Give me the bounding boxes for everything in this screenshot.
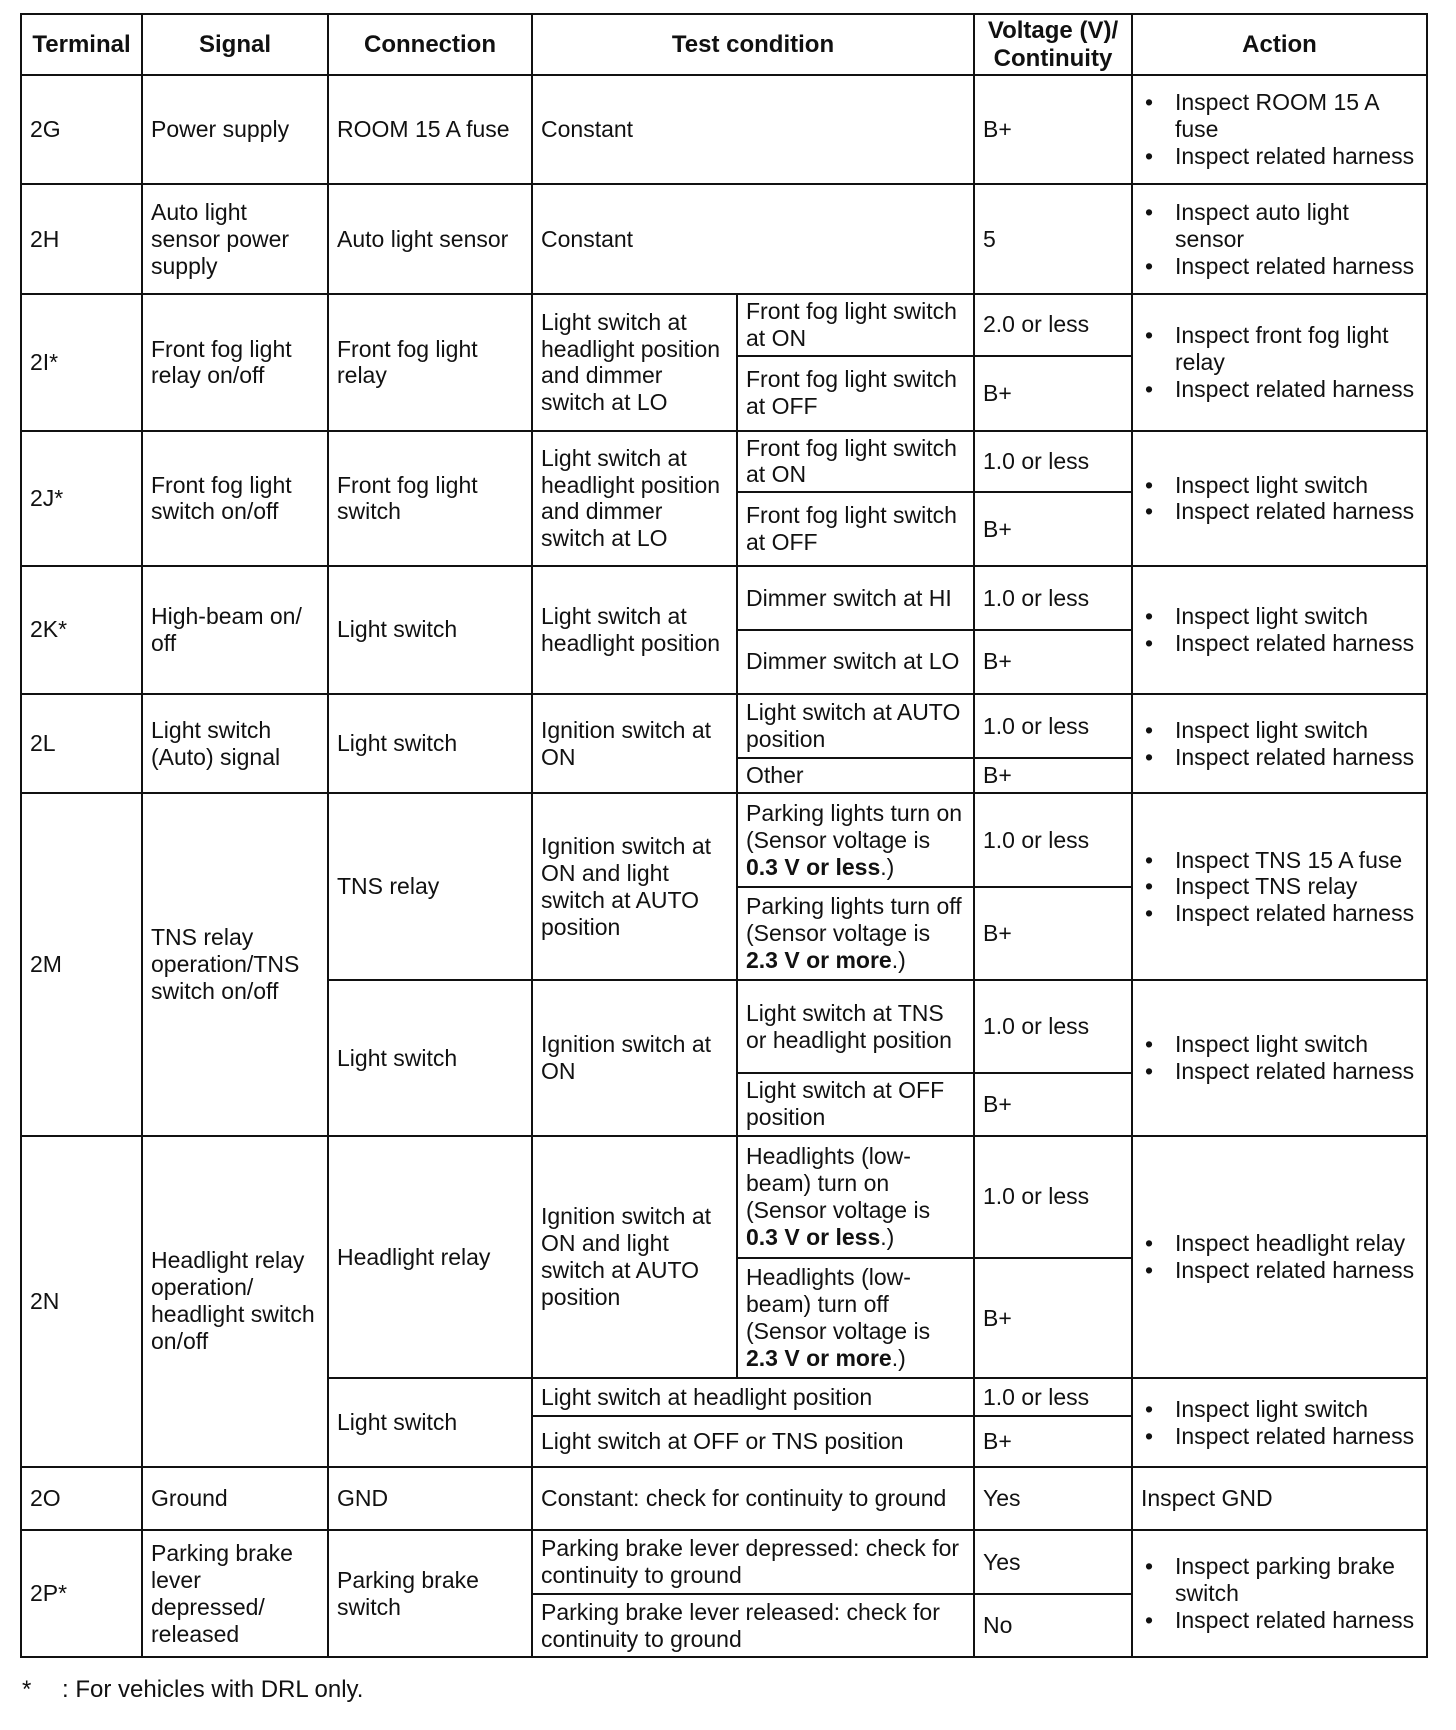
- voltage-cell: Yes: [974, 1530, 1132, 1594]
- connection-cell: Headlight relay: [328, 1136, 532, 1379]
- condition-cell: Light switch at headlight position and dimmer switch at LO: [532, 294, 737, 431]
- condition-text: Headlights (low-beam) turn on (Sensor voltage is: [746, 1143, 931, 1223]
- connection-cell: ROOM 15 A fuse: [328, 75, 532, 184]
- terminal-cell: 2H: [21, 184, 142, 294]
- condition-cell: Ignition switch at ON and light switch at AUTO position: [532, 793, 737, 980]
- footnote-mark: *: [22, 1676, 32, 1703]
- sensor-voltage-value: 0.3 V or less: [746, 1223, 881, 1250]
- connection-cell: Front fog light switch: [328, 431, 532, 567]
- signal-cell: Front fog light relay on/off: [142, 294, 328, 431]
- voltage-cell: 5: [974, 184, 1132, 294]
- terminal-cell: 2M: [21, 793, 142, 1135]
- sub-condition-cell: Light switch at TNS or headlight position: [737, 980, 974, 1073]
- connection-cell: Light switch: [328, 980, 532, 1135]
- voltage-cell: B+: [974, 1258, 1132, 1378]
- condition-cell: Light switch at headlight position: [532, 1378, 974, 1416]
- voltage-cell: 2.0 or less: [974, 294, 1132, 355]
- condition-text: Headlights (low-beam) turn off (Sensor voltage is: [746, 1264, 931, 1345]
- sensor-voltage-value: 2.3 V or more: [746, 1345, 892, 1372]
- sub-condition-cell: Front fog light switch at ON: [737, 431, 974, 492]
- voltage-cell: 1.0 or less: [974, 566, 1132, 630]
- footnote-text: : For vehicles with DRL only.: [62, 1676, 364, 1703]
- voltage-cell: 1.0 or less: [974, 1136, 1132, 1258]
- signal-cell: Front fog light switch on/off: [142, 431, 328, 567]
- header-connection: Connection: [328, 14, 532, 75]
- action-item: • Inspect related harness: [1175, 376, 1418, 403]
- sub-condition-cell: Dimmer switch at LO: [737, 630, 974, 694]
- table-row: [21, 1467, 1427, 1531]
- connection-cell: Light switch: [328, 694, 532, 794]
- terminal-cell: 2L: [21, 694, 142, 794]
- sub-condition-cell: Dimmer switch at HI: [737, 566, 974, 630]
- action-cell: [1132, 980, 1427, 1135]
- sub-condition-cell: [737, 793, 974, 887]
- action-item: • Inspect related harness: [1175, 498, 1418, 525]
- voltage-cell: B+: [974, 492, 1132, 566]
- action-item: • Inspect related harness: [1175, 253, 1418, 280]
- sensor-voltage-value: 0.3 V or less: [746, 853, 881, 880]
- terminal-cell: 2K*: [21, 566, 142, 693]
- action-cell: [1132, 793, 1427, 980]
- action-item: • Inspect related harness: [1175, 900, 1418, 927]
- voltage-cell: B+: [974, 887, 1132, 981]
- action-item: • Inspect light switch: [1175, 717, 1418, 744]
- action-cell: [1132, 294, 1427, 431]
- sub-condition-cell: Front fog light switch at OFF: [737, 492, 974, 566]
- table-row: [21, 431, 1427, 492]
- terminal-cell: 2G: [21, 75, 142, 184]
- voltage-cell: 1.0 or less: [974, 694, 1132, 759]
- action-cell: [1132, 1378, 1427, 1466]
- signal-cell: Headlight relay operation/ headlight switch on/off: [142, 1136, 328, 1467]
- table-row: [21, 75, 1427, 184]
- header-voltage: Voltage (V)/ Continuity: [974, 14, 1132, 75]
- sub-condition-cell: Other: [737, 758, 974, 793]
- condition-cell: Light switch at OFF or TNS position: [532, 1416, 974, 1466]
- terminal-inspection-table: [20, 13, 1428, 1658]
- footnote: [22, 1676, 363, 1704]
- terminal-cell: 2N: [21, 1136, 142, 1467]
- condition-text: .): [891, 1345, 906, 1372]
- condition-cell: Parking brake lever released: check for continuity to ground: [532, 1594, 974, 1657]
- condition-text: .): [880, 853, 895, 880]
- voltage-cell: B+: [974, 1416, 1132, 1466]
- action-item: • Inspect headlight relay: [1175, 1230, 1418, 1257]
- sensor-voltage-value: 2.3 V or more: [746, 947, 892, 974]
- signal-cell: Auto light sensor power supply: [142, 184, 328, 294]
- action-cell: [1132, 184, 1427, 294]
- condition-text: Parking lights turn off (Sensor voltage is: [746, 893, 962, 947]
- table-row: [21, 294, 1427, 355]
- sub-condition-cell: Light switch at OFF position: [737, 1073, 974, 1136]
- table-row: [21, 566, 1427, 630]
- condition-cell: Constant: [532, 75, 974, 184]
- signal-cell: Ground: [142, 1467, 328, 1531]
- condition-text: .): [891, 947, 906, 974]
- action-item: • Inspect light switch: [1175, 472, 1418, 499]
- connection-cell: TNS relay: [328, 793, 532, 980]
- table-row: [21, 694, 1427, 759]
- signal-cell: Power supply: [142, 75, 328, 184]
- condition-cell: Light switch at headlight position: [532, 566, 737, 693]
- action-cell: [1132, 1530, 1427, 1657]
- table-row: [21, 793, 1427, 887]
- condition-cell: Ignition switch at ON: [532, 694, 737, 794]
- action-cell: [1132, 566, 1427, 693]
- action-cell: [1132, 431, 1427, 567]
- sub-condition-cell: Front fog light switch at ON: [737, 294, 974, 355]
- terminal-cell: 2I*: [21, 294, 142, 431]
- connection-cell: Auto light sensor: [328, 184, 532, 294]
- voltage-cell: B+: [974, 758, 1132, 793]
- voltage-cell: 1.0 or less: [974, 1378, 1132, 1416]
- action-item: • Inspect TNS 15 A fuse: [1175, 847, 1418, 874]
- action-cell: [1132, 694, 1427, 794]
- voltage-cell: 1.0 or less: [974, 793, 1132, 887]
- table-row: [21, 184, 1427, 294]
- condition-text: Parking lights turn on (Sensor voltage is: [746, 799, 963, 853]
- signal-cell: High-beam on/ off: [142, 566, 328, 693]
- voltage-cell: Yes: [974, 1467, 1132, 1531]
- action-item: • Inspect related harness: [1175, 143, 1418, 170]
- action-item: • Inspect TNS relay: [1175, 873, 1418, 900]
- header-terminal: Terminal: [21, 14, 142, 75]
- condition-cell: Light switch at headlight position and dimmer switch at LO: [532, 431, 737, 567]
- header-action: Action: [1132, 14, 1427, 75]
- header-test-condition: Test condition: [532, 14, 974, 75]
- header-row: [21, 14, 1427, 75]
- action-item: • Inspect parking brake switch: [1175, 1553, 1418, 1607]
- voltage-cell: B+: [974, 75, 1132, 184]
- voltage-cell: No: [974, 1594, 1132, 1657]
- action-item: • Inspect related harness: [1175, 630, 1418, 657]
- action-item: • Inspect related harness: [1175, 1058, 1418, 1085]
- action-item: • Inspect ROOM 15 A fuse: [1175, 89, 1418, 143]
- table-row: [21, 1136, 1427, 1258]
- voltage-cell: 1.0 or less: [974, 980, 1132, 1073]
- voltage-cell: B+: [974, 630, 1132, 694]
- action-item: • Inspect front fog light relay: [1175, 322, 1418, 376]
- action-item: • Inspect related harness: [1175, 744, 1418, 771]
- action-item: • Inspect related harness: [1175, 1607, 1418, 1634]
- voltage-cell: B+: [974, 1073, 1132, 1136]
- action-item: • Inspect light switch: [1175, 1396, 1418, 1423]
- action-item: • Inspect related harness: [1175, 1257, 1418, 1284]
- signal-cell: Parking brake lever depressed/ released: [142, 1530, 328, 1657]
- action-cell: Inspect GND: [1132, 1467, 1427, 1531]
- condition-cell: Ignition switch at ON and light switch at AUTO position: [532, 1136, 737, 1379]
- sub-condition-cell: [737, 1258, 974, 1378]
- connection-cell: Parking brake switch: [328, 1530, 532, 1657]
- action-item: • Inspect light switch: [1175, 603, 1418, 630]
- signal-cell: TNS relay operation/TNS switch on/off: [142, 793, 328, 1135]
- condition-cell: Constant: [532, 184, 974, 294]
- voltage-cell: 1.0 or less: [974, 431, 1132, 492]
- action-item: • Inspect auto light sensor: [1175, 199, 1418, 253]
- condition-cell: Parking brake lever depressed: check for continuity to ground: [532, 1530, 974, 1594]
- action-cell: [1132, 1136, 1427, 1379]
- connection-cell: Light switch: [328, 566, 532, 693]
- terminal-cell: 2J*: [21, 431, 142, 567]
- sub-condition-cell: Front fog light switch at OFF: [737, 356, 974, 431]
- sub-condition-cell: [737, 887, 974, 981]
- condition-cell: Ignition switch at ON: [532, 980, 737, 1135]
- signal-cell: Light switch (Auto) signal: [142, 694, 328, 794]
- condition-text: .): [880, 1223, 895, 1250]
- action-cell: [1132, 75, 1427, 184]
- connection-cell: Light switch: [328, 1378, 532, 1466]
- condition-cell: Constant: check for continuity to ground: [532, 1467, 974, 1531]
- terminal-cell: 2P*: [21, 1530, 142, 1657]
- action-item: • Inspect light switch: [1175, 1031, 1418, 1058]
- connection-cell: GND: [328, 1467, 532, 1531]
- connection-cell: Front fog light relay: [328, 294, 532, 431]
- sub-condition-cell: [737, 1136, 974, 1258]
- header-signal: Signal: [142, 14, 328, 75]
- table-row: [21, 1530, 1427, 1594]
- action-item: • Inspect related harness: [1175, 1423, 1418, 1450]
- sub-condition-cell: Light switch at AUTO position: [737, 694, 974, 759]
- voltage-cell: B+: [974, 356, 1132, 431]
- terminal-cell: 2O: [21, 1467, 142, 1531]
